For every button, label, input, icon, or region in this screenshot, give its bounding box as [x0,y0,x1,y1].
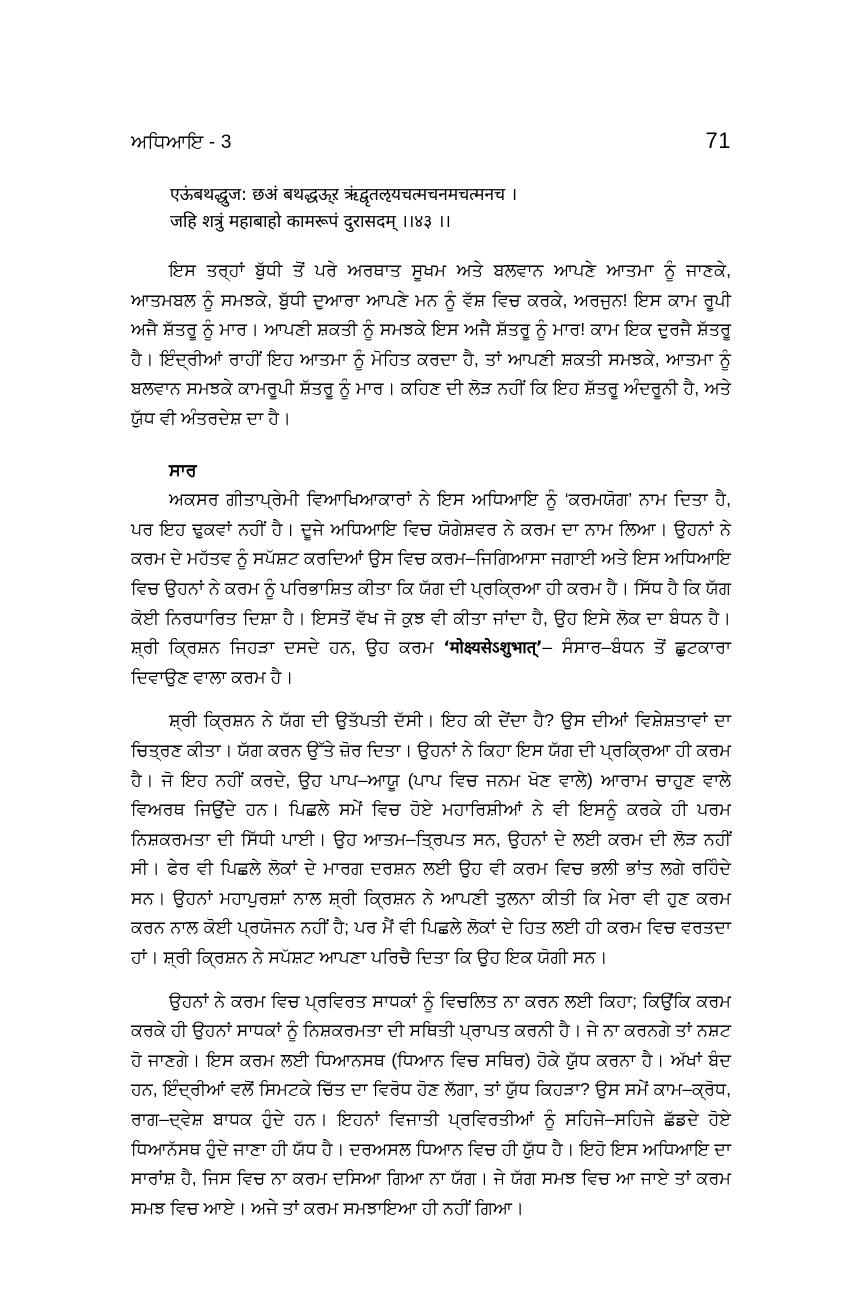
spacer [131,692,731,706]
paragraph-text-before-term: ਅਕਸਰ ਗੀਤਾਪ੍ਰੇਮੀ ਵਿਆਖਿਆਕਾਰਾਂ ਨੇ ਇਸ ਅਧਿਆਇ ਨੂੰ ‘ਕਰਮਯੋਗ’ ਨਾਮ ਦਿਤਾ ਹੈ, ਪਰ ਇਹ ਢੁਕਵਾਂ ਨਹੀਂ ਹੈ। ਦੂਜੇ ਅਧਿਆਇ ਵਿਚ ਯੋਗੇਸ਼ਵਰ ਨੇ ਕਰਮ ਦਾ ਨਾਮ ਲਿਆ। ਉਹਨਾਂ ਨੇ ਕਰਮ ਦੇ ਮਹੱਤਵ ਨੂੰ ਸਪੱਸ਼ਟ ਕਰਦਿਆਂ ਉਸ ਵਿਚ ਕਰਮ–ਜਿਗਿਆਸਾ ਜਗਾਈ ਅਤੇ ਇਸ ਅਧਿਆਇ ਵਿਚ ਉਹਨਾਂ ਨੇ ਕਰਮ ਨੂੰ ਪਰਿਭਾਸ਼ਿਤ ਕੀਤਾ ਕਿ ਯੱਗ ਦੀ ਪ੍ਰਕ੍ਰਿਆ ਹੀ ਕਰਮ ਹੈ। ਸਿੱਧ ਹੈ ਕਿ ਯੱਗ ਕੋਈ ਨਿਰਧਾਰਿਤ ਦਿਸ਼ਾ ਹੈ। ਇਸਤੋਂ ਵੱਖ ਜੋ ਕੁਝ ਵੀ ਕੀਤਾ ਜਾਂਦਾ ਹੈ, ਉਹ ਇਸੇ ਲੋਕ ਦਾ ਬੰਧਨ ਹੈ। ਸ਼੍ਰੀ ਕ੍ਰਿਸ਼ਨ ਜਿਹੜਾ ਦਸਦੇ ਹਨ, ਉਹ ਕਰਮ [131,489,731,658]
paragraph-text-after-term: – ਸੰਸਾਰ–ਬੰਧਨ ਤੋਂ ਛੁਟਕਾਰਾ ਦਿਵਾਉਣ ਵਾਲਾ ਕਰਮ ਹੈ। [131,637,732,687]
paragraph-text: ਉਹਨਾਂ ਨੇ ਕਰਮ ਵਿਚ ਪ੍ਰਵਿਰਤ ਸਾਧਕਾਂ ਨੂੰ ਵਿਚਲਿਤ ਨਾ ਕਰਨ ਲਈ ਕਿਹਾ; ਕਿਉਂਕਿ ਕਰਮ ਕਰਕੇ ਹੀ ਉਹਨਾਂ ਸਾਧਕਾਂ ਨੂੰ ਨਿਸ਼ਕਰਮਤਾ ਦੀ ਸਥਿਤੀ ਪ੍ਰਾਪਤ ਕਰਨੀ ਹੈ। ਜੇ ਨਾ ਕਰਨਗੇ ਤਾਂ ਨਸ਼ਟ ਹੋ ਜਾਣਗੇ। ਇਸ ਕਰਮ ਲਈ ਧਿਆਨਸਥ (ਧਿਆਨ ਵਿਚ ਸਥਿਰ) ਹੋਕੇ ਯੁੱਧ ਕਰਨਾ ਹੈ। ਅੱਖਾਂ ਬੰਦ ਹਨ, ਇੰਦ੍ਰੀਆਂ ਵਲੋਂ ਸਿਮਟਕੇ ਚਿੱਤ ਦਾ ਵਿਰੋਧ ਹੋਣ ਲੱਗਾ, ਤਾਂ ਯੁੱਧ ਕਿਹੜਾ? ਉਸ ਸਮੇਂ ਕਾਮ–ਕ੍ਰੋਧ, ਰਾਗ–ਦ੍ਵੇਸ਼ ਬਾਧਕ ਹੁੰਦੇ ਹਨ। ਇਹਨਾਂ ਵਿਜਾਤੀ ਪ੍ਰਵਿਰਤੀਆਂ ਨੂੰ ਸਹਿਜੇ–ਸਹਿਜੇ ਛੱਡਦੇ ਹੋਏ ਧਿਆਨੱਸਥ ਹੁੰਦੇ ਜਾਣਾ ਹੀ ਯੱਧ ਹੈ। ਦਰਅਸਲ ਧਿਆਨ ਵਿਚ ਹੀ ਯੁੱਧ ਹੈ। ਇਹੋ ਇਸ ਅਧਿਆਇ ਦਾ ਸਾਰਾਂਸ਼ ਹੈ, ਜਿਸ ਵਿਚ ਨਾ ਕਰਮ ਦਸਿਆ ਗਿਆ ਨਾ ਯੱਗ। ਜੇ ਯੱਗ ਸਮਝ ਵਿਚ ਆ ਜਾਏ ਤਾਂ ਕਰਮ ਸਮਝ ਵਿਚ ਆਏ। ਅਜੇ ਤਾਂ ਕਰਮ ਸਮਝਾਇਆ ਹੀ ਨਹੀਂ ਗਿਆ। [131,990,731,1218]
paragraph-text: ਸ਼੍ਰੀ ਕ੍ਰਿਸ਼ਨ ਨੇ ਯੱਗ ਦੀ ਉਤੱਪਤੀ ਦੱਸੀ। ਇਹ ਕੀ ਦੇਂਦਾ ਹੈ? ਉਸ ਦੀਆਂ ਵਿਸ਼ੇਸ਼ਤਾਵਾਂ ਦਾ ਚਿਤ੍ਰਣ ਕੀਤਾ। ਯੱਗ ਕਰਨ ਉੱਤੇ ਜ਼ੋਰ ਦਿਤਾ। ਉਹਨਾਂ ਨੇ ਕਿਹਾ ਇਸ ਯੱਗ ਦੀ ਪ੍ਰਕ੍ਰਿਆ ਹੀ ਕਰਮ ਹੈ। ਜੋ ਇਹ ਨਹੀਂ ਕਰਦੇ, ਉਹ ਪਾਪ–ਆਯੂ (ਪਾਪ ਵਿਚ ਜਨਮ ਖੋਣ ਵਾਲੇ) ਆਰਾਮ ਚਾਹੁਣ ਵਾਲੇ ਵਿਅਰਥ ਜਿਉਂਦੇ ਹਨ। ਪਿਛਲੇ ਸਮੇਂ ਵਿਚ ਹੋਏ ਮਹਾਰਿਸ਼ੀਆਂ ਨੇ ਵੀ ਇਸਨੂੰ ਕਰਕੇ ਹੀ ਪਰਮ ਨਿਸ਼ਕਰਮਤਾ ਦੀ ਸਿੱਧੀ ਪਾਈ। ਉਹ ਆਤਮ–ਤ੍ਰਿਪਤ ਸਨ, ਉਹਨਾਂ ਦੇ ਲਈ ਕਰਮ ਦੀ ਲੋੜ ਨਹੀਂ ਸੀ। ਫੇਰ ਵੀ ਪਿਛਲੇ ਲੋਕਾਂ ਦੇ ਮਾਰਗ ਦਰਸ਼ਨ ਲਈ ਉਹ ਵੀ ਕਰਮ ਵਿਚ ਭਲੀ ਭਾਂਤ ਲਗੇ ਰਹਿੰਦੇ ਸਨ। ਉਹਨਾਂ ਮਹਾਪੁਰਸ਼ਾਂ ਨਾਲ ਸ਼੍ਰੀ ਕ੍ਰਿਸ਼ਨ ਨੇ ਆਪਣੀ ਤੁਲਨਾ ਕੀਤੀ ਕਿ ਮੇਰਾ ਵੀ ਹੁਣ ਕਰਮ ਕਰਨ ਨਾਲ ਕੋਈ ਪ੍ਰਯੋਜਨ ਨਹੀਂ ਹੈ; ਪਰ ਮੈਂ ਵੀ ਪਿਛਲੇ ਲੋਕਾਂ ਦੇ ਹਿਤ ਲਈ ਹੀ ਕਰਮ ਵਿਚ ਵਰਤਦਾ ਹਾਂ। ਸ਼੍ਰੀ ਕ੍ਰਿਸ਼ਨ ਨੇ ਸਪੱਸ਼ਟ ਆਪਣਾ ਪਰਿਚੈ ਦਿਤਾ ਕਿ ਉਹ ਇਕ ਯੋਗੀ ਸਨ। [131,710,731,968]
verse-line-1: एऊंबथद्धुज: छअं बथद्धऊ्ऱ ऋंद्वृतऌयचत्मचनमचत्मनच । [170,185,517,205]
sanskrit-term-highlight: ‘मोक्ष्यसेऽशुभात्’ [443,638,543,658]
spacer [131,434,731,456]
paragraph-text: ਇਸ ਤਰ੍ਹਾਂ ਬੁੱਧੀ ਤੋਂ ਪਰੇ ਅਰਥਾਤ ਸੂਖਮ ਅਤੇ ਬਲਵਾਨ ਆਪਣੇ ਆਤਮਾ ਨੂੰ ਜਾਣਕੇ, ਆਤਮਬਲ ਨੂੰ ਸਮਝਕੇ, ਬੁੱਧੀ ਦੁਆਰਾ ਆਪਣੇ ਮਨ ਨੂੰ ਵੱਸ਼ ਵਿਚ ਕਰਕੇ, ਅਰਜੁਨ! ਇਸ ਕਾਮ ਰੂਪੀ ਅਜੈ ਸ਼ੱਤਰੂ ਨੂੰ ਮਾਰ। ਆਪਣੀ ਸ਼ਕਤੀ ਨੂੰ ਸਮਝਕੇ ਇਸ ਅਜੈ ਸ਼ੱਤਰੂ ਨੂੰ ਮਾਰ! ਕਾਮ ਇਕ ਦੁਰਜੈ ਸ਼ੱਤਰੂ ਹੈ। ਇੰਦ੍ਰੀਆਂ ਰਾਹੀਂ ਇਹ ਆਤਮਾ ਨੂੰ ਮੋਹਿਤ ਕਰਦਾ ਹੈ, ਤਾਂ ਆਪਣੀ ਸ਼ਕਤੀ ਸਮਝਕੇ, ਆਤਮਾ ਨੂੰ ਬਲਵਾਨ ਸਮਝਕੇ ਕਾਮਰੂਪੀ ਸ਼ੱਤਰੂ ਨੂੰ ਮਾਰ। ਕਹਿਣ ਦੀ ਲੋੜ ਨਹੀਂ ਕਿ ਇਹ ਸ਼ੱਤਰੂ ਅੰਦਰੂਨੀ ਹੈ, ਅਤੇ ਯੁੱਧ ਵੀ ਅੰਤਰਦੇਸ਼ ਦਾ ਹੈ। [131,260,731,428]
page-number: 71 [705,128,731,153]
sanskrit-verse-block [170,182,730,236]
paragraph-summary-2 [131,706,731,972]
section-heading-summary: ਸਾਰ [169,459,197,480]
verse-line-2: जहि शत्रुं महाबाहो कामरूपं दुरासदम् ।।४३ ।। [170,212,451,232]
chapter-label: ਅਧਿਆਇ - 3 [131,132,232,153]
body-text-region [131,256,731,1223]
running-head [131,128,731,154]
paragraph-commentary [131,256,731,434]
paragraph-summary-1 [131,485,731,692]
paragraph-summary-3 [131,987,731,1224]
spacer [131,973,731,987]
